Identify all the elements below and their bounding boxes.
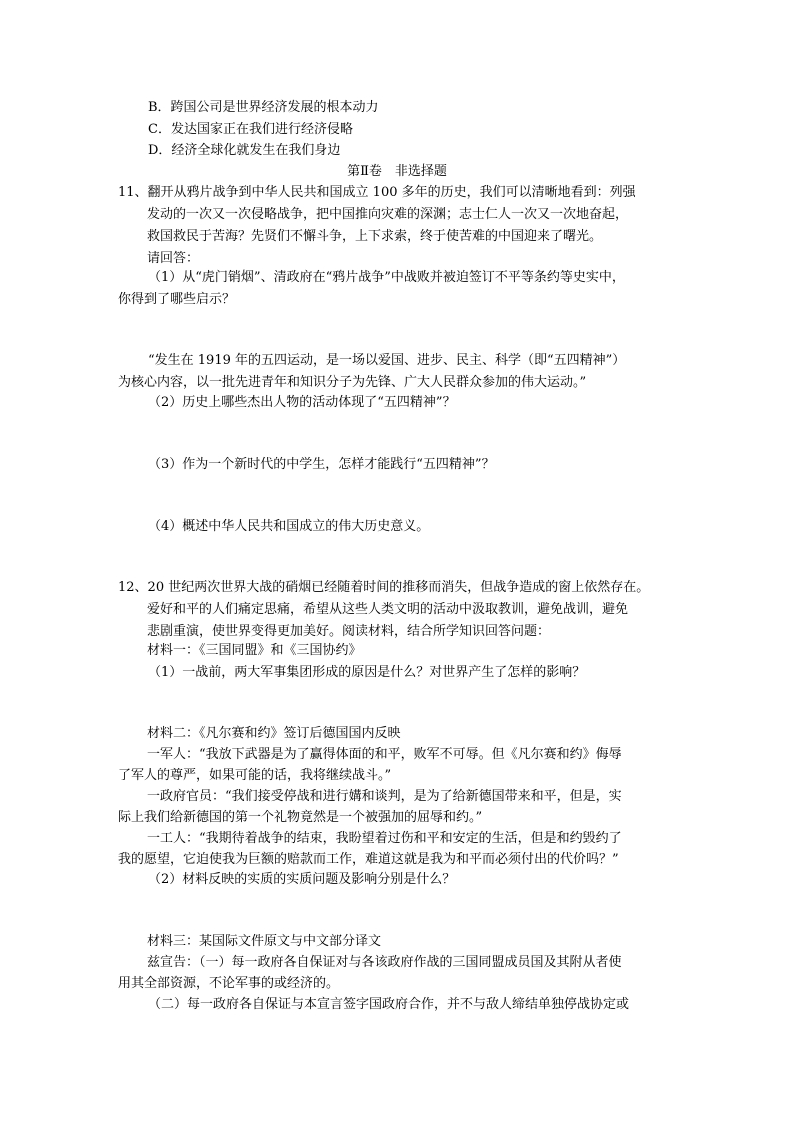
- option-b: B．跨国公司是世界经济发展的根本动力: [148, 100, 379, 115]
- q11-intro-line: 11、翻开从鸦片战争到中华人民共和国成立 100 多年的历史，我们可以清晰地看到：列强: [118, 185, 636, 200]
- q12-material3-title: 材料三：某国际文件原文与中文部分译文: [147, 934, 382, 949]
- q11-quote: 为核心内容，以一批先进青年和知识分子为先锋、广大人民群众参加的伟大运动。”: [118, 375, 587, 390]
- q12-declaration: 用其全部资源，不论军事的或经济的。: [118, 976, 340, 991]
- q11-sub2: （2）历史上哪些杰出人物的活动体现了“五四精神”？: [148, 395, 456, 410]
- q12-material1: 材料一：《三国同盟》和《三国协约》: [147, 643, 362, 658]
- q12-worker: 我的愿望，它迫使我为巨额的赔款而工作，难道这就是我为和平而必须付出的代价吗？”: [118, 852, 619, 867]
- q12-worker: 一工人：“我期待着战争的结束，我盼望着过伤和平和安定的生活，但是和约毁约了: [147, 831, 622, 846]
- q11-sub4: （4）概述中华人民共和国成立的伟大历史意义。: [148, 519, 430, 534]
- q12-official: 一政府官员：“我们接受停战和进行媾和谈判，是为了给新德国带来和平，但是，实: [147, 789, 622, 804]
- q11-intro-line: 救国救民于苦海？先贤们不懈斗争，上下求索，终于使苦难的中国迎来了曙光。: [147, 229, 603, 244]
- option-d: D．经济全球化就发生在我们身边: [148, 143, 341, 158]
- q12-intro-line: 爱好和平的人们痛定思痛，希望从这些人类文明的活动中汲取教训，避免战训，避免: [147, 602, 629, 617]
- q11-intro-line: 发动的一次又一次侵略战争，把中国推向灾难的深渊；志士仁人一次又一次地奋起，: [147, 207, 629, 222]
- option-c: C．发达国家正在我们进行经济侵略: [148, 122, 353, 137]
- q11-sub3: （3）作为一个新时代的中学生，怎样才能践行“五四精神”？: [148, 457, 495, 472]
- q11-quote: “发生在 1919 年的五四运动，是一场以爱国、进步、民主、科学（即“五四精神”）: [148, 353, 626, 368]
- q12-intro-line: 悲剧重演，使世界变得更加美好。阅读材料，结合所学知识回答问题：: [147, 624, 551, 639]
- q12-material2-title: 材料二：《凡尔赛和约》签订后德国国内反映: [147, 726, 401, 741]
- section-title: 第Ⅱ卷 非选择题: [347, 164, 447, 179]
- q11-sub1: 你得到了哪些启示？: [118, 292, 236, 307]
- q12-sub1: （1）一战前，两大军事集团形成的原因是什么？对世界产生了怎样的影响？: [148, 665, 586, 680]
- q11-intro-line: 请回答：: [147, 251, 200, 266]
- q12-intro-line: 12、20 世纪两次世界大战的硝烟已经随着时间的推移而消失，但战争造成的窗上依然存在。: [118, 580, 650, 595]
- q12-soldier: 一军人：“我放下武器是为了赢得体面的和平，败军不可辱。但《凡尔赛和约》侮辱: [147, 747, 622, 762]
- q12-declaration: （二）每一政府各自保证与本宣言签字国政府合作，并不与敌人缔结单独停战协定或: [148, 997, 630, 1012]
- q12-sub2: （2）材料反映的实质的实质问题及影响分别是什么？: [148, 872, 456, 887]
- q11-sub1: （1）从“虎门销烟”、清政府在“鸦片战争”中战败并被迫签订不平等条约等史实中，: [148, 270, 625, 285]
- q12-declaration: 兹宣告：（一）每一政府各自保证对与各该政府作战的三国同盟成员国及其附从者使: [147, 955, 622, 970]
- q12-official: 际上我们给新德国的第一个礼物竟然是一个被强加的屈辱和约。”: [118, 810, 483, 825]
- q12-soldier: 了军人的尊严，如果可能的话，我将继续战斗。”: [118, 768, 392, 783]
